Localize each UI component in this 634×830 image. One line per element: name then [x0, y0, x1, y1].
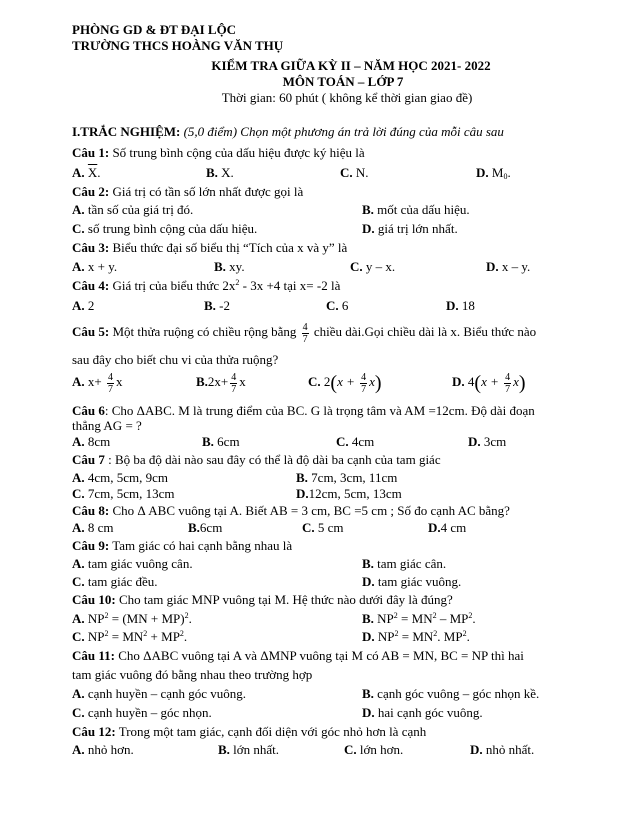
- option-text: M: [488, 165, 504, 180]
- q3-option-a[interactable]: [72, 259, 117, 275]
- option-text: lớn hơn.: [356, 742, 404, 757]
- option-text: 18: [458, 298, 475, 313]
- option-text: x +: [337, 374, 359, 389]
- option-label: D.: [468, 434, 481, 449]
- option-label: A.: [72, 686, 85, 701]
- option-label: C.: [72, 221, 85, 236]
- option-label: A.: [72, 374, 85, 389]
- option-text: x: [239, 374, 246, 389]
- question-3: [72, 240, 347, 256]
- option-label: C.: [344, 742, 357, 757]
- q2-option-d[interactable]: [362, 221, 458, 237]
- option-label: A.: [72, 434, 85, 449]
- q5-text: Một thửa ruộng có chiều rộng bằng: [109, 324, 300, 339]
- numerator: 4: [361, 371, 367, 383]
- q3-option-b[interactable]: [214, 259, 245, 275]
- q10-label: Câu 10:: [72, 592, 116, 607]
- question-7: [72, 452, 441, 468]
- question-10: [72, 592, 453, 608]
- question-9: [72, 538, 292, 554]
- q9-option-b[interactable]: [362, 556, 446, 572]
- q6-text: : Cho ΔABC. M là trung điểm của BC. G là trọng tâm và AM =12cm. Độ dài đoạn: [104, 403, 535, 418]
- q5-label: Câu 5:: [72, 324, 110, 339]
- question-4: [72, 278, 340, 294]
- option-text: .: [507, 165, 511, 180]
- denominator: 7: [302, 333, 308, 345]
- option-text: x – y.: [498, 259, 531, 274]
- option-text: tam giác vuông cân.: [84, 556, 193, 571]
- option-label: C.: [336, 434, 349, 449]
- left-paren: (: [330, 372, 338, 395]
- q4-option-c[interactable]: [326, 298, 348, 314]
- numerator: 4: [302, 321, 308, 333]
- option-text: 4: [464, 374, 475, 389]
- option-text: số trung bình cộng của dấu hiệu.: [84, 221, 258, 236]
- option-label: D.: [296, 486, 309, 501]
- option-text: 8 cm: [84, 520, 114, 535]
- option-label: D.: [362, 705, 375, 720]
- option-text: 7cm, 3cm, 11cm: [307, 470, 398, 485]
- right-paren: ): [518, 372, 526, 395]
- school-name: TRƯỜNG THCS HOÀNG VĂN THỤ: [72, 38, 284, 53]
- fraction: [107, 372, 114, 395]
- option-label: D.: [362, 574, 375, 589]
- option-text: tam giác cân.: [373, 556, 447, 571]
- option-text: 6cm: [199, 520, 223, 535]
- exponent: 2: [235, 278, 240, 287]
- q2-label: Câu 2:: [72, 184, 110, 199]
- question-1: [72, 145, 365, 161]
- q3-option-d[interactable]: [486, 259, 530, 275]
- q7-option-b[interactable]: [296, 470, 397, 486]
- q10-option-d[interactable]: D. $NP^2 = MN^2$. $MP^2$.: [362, 629, 470, 644]
- option-text: x: [513, 374, 519, 389]
- q1-option-b[interactable]: [206, 165, 234, 181]
- option-text: tam giác vuông.: [374, 574, 462, 589]
- q10-option-c[interactable]: C. $NP^2 = MN^2 + MP^2$.: [72, 629, 188, 644]
- option-text: 4 cm: [440, 520, 467, 535]
- option-label: C.: [326, 298, 339, 313]
- denominator: 7: [107, 383, 113, 395]
- q11-option-c[interactable]: [72, 705, 212, 721]
- option-text: $\overline{X}$: [87, 165, 98, 180]
- option-text: 7cm, 5cm, 13cm: [84, 486, 175, 501]
- option-label: B.: [362, 556, 374, 571]
- q4-label: Câu 4:: [72, 278, 110, 293]
- q1-option-c[interactable]: [340, 165, 369, 181]
- q1-option-a[interactable]: [72, 165, 101, 181]
- option-text: x + y.: [84, 259, 118, 274]
- question-8: [72, 503, 510, 519]
- q11-text: Cho ΔABC vuông tại A và ΔMNP vuông tại M có AB = MN, BC = NP thì hai: [114, 648, 524, 663]
- left-paren: (: [474, 372, 482, 395]
- option-label: C.: [302, 520, 315, 535]
- option-label: D.: [362, 629, 375, 644]
- subject-title: MÔN TOÁN – LỚP 7: [282, 74, 404, 89]
- q3-option-c[interactable]: [350, 259, 395, 275]
- option-text: cạnh huyền – cạnh góc vuông.: [84, 686, 247, 701]
- q7-option-a[interactable]: [72, 470, 168, 486]
- option-text: cạnh góc vuông – góc nhọn kề.: [373, 686, 540, 701]
- denominator: 7: [361, 383, 367, 395]
- q4-option-d[interactable]: [446, 298, 475, 314]
- option-text: 12cm, 5cm, 13cm: [308, 486, 402, 501]
- option-text: 5 cm: [314, 520, 344, 535]
- option-label: B.: [362, 686, 374, 701]
- q2-text: Giá trị có tần số lớn nhất được gọi là: [109, 184, 304, 199]
- q1-option-d[interactable]: [476, 165, 511, 181]
- q5-text: chiều dài.Gọi chiều dài là x. Biểu thức nào: [310, 324, 537, 339]
- option-text: tần số của giá trị đó.: [84, 202, 194, 217]
- department: PHÒNG GD & ĐT ĐẠI LỘC: [72, 22, 237, 37]
- section-note: (5,0 điểm) Chọn một phương án trả lời đúng của mỗi câu sau: [180, 124, 504, 139]
- q10-option-a[interactable]: A. $NP^2 = (MN + MP)^2$.: [72, 611, 192, 626]
- fraction: [302, 322, 309, 345]
- option-label: D.: [362, 221, 375, 236]
- q4-text: Giá trị của biểu thức 2x: [109, 278, 236, 293]
- q9-label: Câu 9:: [72, 538, 110, 553]
- q9-option-d[interactable]: [362, 574, 461, 590]
- option-label: C.: [350, 259, 363, 274]
- q6-label: Câu 6: [72, 403, 105, 418]
- option-text: 6cm: [213, 434, 240, 449]
- q8-option-d[interactable]: [428, 520, 466, 536]
- option-label: D.: [470, 742, 483, 757]
- q12-text: Trong một tam giác, cạnh đối diện với góc nhỏ hơn là cạnh: [115, 724, 427, 739]
- question-2: [72, 184, 303, 200]
- fraction: [360, 372, 367, 395]
- option-label: A.: [72, 165, 85, 180]
- option-label: A.: [72, 520, 85, 535]
- option-label: D.: [476, 165, 489, 180]
- q6-text-line2: thẳng AG = ?: [72, 418, 142, 433]
- q11-option-a[interactable]: [72, 686, 246, 702]
- q12-option-c[interactable]: [344, 742, 403, 758]
- option-text: 8cm: [84, 434, 111, 449]
- q5-option-a[interactable]: [72, 370, 122, 395]
- option-text: 2x+: [207, 374, 229, 389]
- q6-option-b[interactable]: [202, 434, 240, 450]
- option-label: A.: [72, 259, 85, 274]
- q6-option-c[interactable]: [336, 434, 374, 450]
- q12-label: Câu 12:: [72, 724, 116, 739]
- option-text: 6: [338, 298, 349, 313]
- option-label: A.: [72, 611, 85, 626]
- q10-option-b[interactable]: B. $NP^2 = MN^2 - MP^2$.: [362, 611, 476, 626]
- option-label: D.: [452, 374, 465, 389]
- fraction: [230, 372, 237, 395]
- q4-option-b[interactable]: [204, 298, 230, 314]
- option-label: B.: [296, 470, 308, 485]
- option-text: tam giác đều.: [84, 574, 158, 589]
- q1-label: Câu 1:: [72, 145, 110, 160]
- option-text: mốt của dấu hiệu.: [373, 202, 470, 217]
- option-label: C.: [72, 705, 85, 720]
- option-text: 4cm, 5cm, 9cm: [84, 470, 169, 485]
- q4-option-a[interactable]: [72, 298, 94, 314]
- denominator: 7: [505, 383, 511, 395]
- option-text: X.: [217, 165, 234, 180]
- option-label: A.: [72, 742, 85, 757]
- q3-text: Biểu thức đại số biểu thị “Tích của x và y” là: [109, 240, 348, 255]
- q3-label: Câu 3:: [72, 240, 110, 255]
- q12-option-b[interactable]: [218, 742, 279, 758]
- option-text: N.: [352, 165, 369, 180]
- q11-text-line2: tam giác vuông đó bằng nhau theo trường hợp: [72, 667, 313, 682]
- q11-option-b[interactable]: [362, 686, 539, 702]
- q8-option-b[interactable]: [188, 520, 222, 536]
- q8-option-c[interactable]: [302, 520, 344, 536]
- q2-option-b[interactable]: [362, 202, 470, 218]
- option-label: C.: [72, 629, 85, 644]
- option-label: C.: [72, 486, 85, 501]
- option-label: A.: [72, 298, 85, 313]
- option-text: 2: [320, 374, 331, 389]
- option-text: .: [97, 165, 101, 180]
- exam-title: KIỂM TRA GIỮA KỲ II – NĂM HỌC 2021- 2022: [211, 58, 491, 73]
- option-label: B.: [214, 259, 226, 274]
- option-label: B.: [202, 434, 214, 449]
- q2-option-c[interactable]: [72, 221, 257, 237]
- q11-option-d[interactable]: [362, 705, 483, 721]
- q9-option-c[interactable]: [72, 574, 158, 590]
- section-title: I.TRẮC NGHIỆM:: [72, 124, 181, 139]
- question-12: [72, 724, 426, 740]
- q7-option-c[interactable]: [72, 486, 175, 502]
- option-text: x: [369, 374, 375, 389]
- option-label: B.: [196, 374, 208, 389]
- option-text: giá trị lớn nhất.: [374, 221, 458, 236]
- q5-option-d[interactable]: [452, 370, 526, 395]
- q7-text: : Bộ ba độ dài nào sau đây có thể là độ dài ba cạnh của tam giác: [104, 452, 441, 467]
- option-label: A.: [72, 202, 85, 217]
- option-text: x+: [84, 374, 105, 389]
- numerator: 4: [231, 371, 237, 383]
- option-text: xy.: [225, 259, 245, 274]
- option-label: D.: [446, 298, 459, 313]
- option-label: B.: [204, 298, 216, 313]
- q5-option-c[interactable]: [308, 370, 382, 395]
- option-text: -2: [215, 298, 231, 313]
- q8-text: Cho Δ ABC vuông tại A. Biết AB = 3 cm, BC =5 cm ; Số đo cạnh AC bằng?: [109, 503, 510, 518]
- option-text: hai cạnh góc vuông.: [374, 705, 483, 720]
- option-label: B.: [362, 202, 374, 217]
- option-label: D.: [486, 259, 499, 274]
- q9-text: Tam giác có hai cạnh bằng nhau là: [109, 538, 293, 553]
- option-text: 3cm: [480, 434, 507, 449]
- q7-label: Câu 7: [72, 452, 105, 467]
- option-label: B.: [362, 611, 374, 626]
- option-label: A.: [72, 470, 85, 485]
- option-text: lớn nhất.: [229, 742, 280, 757]
- q11-label: Câu 11:: [72, 648, 115, 663]
- question-5: [72, 320, 536, 345]
- option-text: x: [115, 374, 123, 389]
- q7-option-d[interactable]: [296, 486, 402, 502]
- section-heading: [72, 124, 504, 140]
- q5-option-b[interactable]: [196, 370, 246, 395]
- q9-option-a[interactable]: [72, 556, 193, 572]
- q2-option-a[interactable]: [72, 202, 193, 218]
- q10-text: Cho tam giác MNP vuông tại M. Hệ thức nào dưới đây là đúng?: [115, 592, 453, 607]
- q12-option-d[interactable]: [470, 742, 534, 758]
- option-label: D.: [428, 520, 441, 535]
- q5-text-line2: sau đây cho biết chu vi của thửa ruộng?: [72, 352, 279, 367]
- denominator: 7: [231, 383, 237, 395]
- option-text: 4cm: [348, 434, 375, 449]
- option-label: B.: [206, 165, 218, 180]
- option-label: C.: [340, 165, 353, 180]
- right-paren: ): [374, 372, 382, 395]
- option-label: B.: [218, 742, 230, 757]
- q12-option-a[interactable]: [72, 742, 134, 758]
- q6-option-a[interactable]: [72, 434, 110, 450]
- option-text: nhỏ nhất.: [482, 742, 535, 757]
- option-text: 2: [84, 298, 95, 313]
- q8-label: Câu 8:: [72, 503, 110, 518]
- option-text: x +: [481, 374, 503, 389]
- option-label: A.: [72, 556, 85, 571]
- fraction: [504, 372, 511, 395]
- option-label: B.: [188, 520, 200, 535]
- option-label: C.: [308, 374, 321, 389]
- numerator: 4: [107, 371, 113, 383]
- option-subscript: 0: [503, 172, 508, 181]
- question-6: [72, 403, 535, 419]
- q6-option-d[interactable]: [468, 434, 506, 450]
- option-text: y – x.: [362, 259, 396, 274]
- option-text: nhỏ hơn.: [84, 742, 134, 757]
- time-limit: Thời gian: 60 phút ( không kể thời gian giao đề): [221, 90, 473, 105]
- q4-text: - 3x +4 tại x= -2 là: [239, 278, 341, 293]
- q1-text: Số trung bình cộng của dấu hiệu được ký hiệu là: [109, 145, 365, 160]
- q8-option-a[interactable]: [72, 520, 114, 536]
- option-label: C.: [72, 574, 85, 589]
- option-text: cạnh huyền – góc nhọn.: [84, 705, 212, 720]
- question-11: [72, 648, 524, 664]
- numerator: 4: [505, 371, 511, 383]
